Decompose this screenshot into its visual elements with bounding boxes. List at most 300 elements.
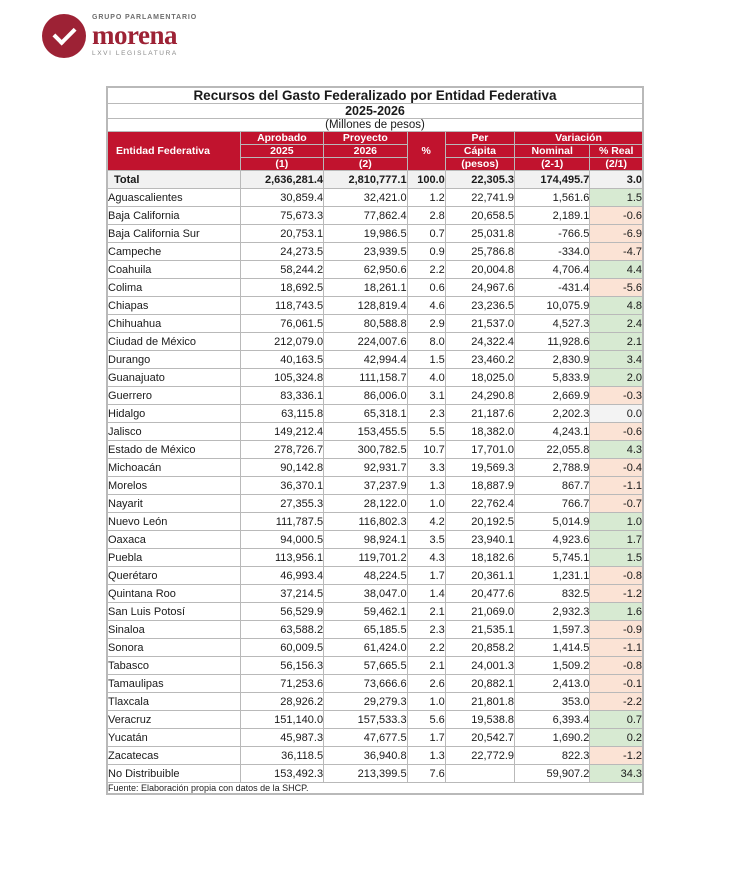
cell-entidad: Estado de México [108,441,241,459]
table-title-row [108,88,643,104]
cell-aprobado: 118,743.5 [240,297,323,315]
cell-porcentaje: 3.5 [407,531,445,549]
cell-porcentaje: 2.9 [407,315,445,333]
cell-porcentaje: 1.0 [407,495,445,513]
cell-proyecto: 47,677.5 [324,729,407,747]
cell-porcentaje: 4.2 [407,513,445,531]
cell-nominal: -334.0 [515,243,590,261]
cell-real: -2.2 [590,693,643,711]
cell-percapita: 25,031.8 [445,225,514,243]
cell-real: 0.0 [590,405,643,423]
cell-proyecto: 19,986.5 [324,225,407,243]
cell-percapita: 20,192.5 [445,513,514,531]
cell-porcentaje: 4.3 [407,549,445,567]
table-row [108,459,643,477]
table-row-total [108,171,643,189]
cell-real: -0.6 [590,207,643,225]
cell-proyecto: 111,158.7 [324,369,407,387]
cell-porcentaje: 2.8 [407,207,445,225]
cell-nominal: 1,231.1 [515,567,590,585]
cell-aprobado: 40,163.5 [240,351,323,369]
cell-percapita: 25,786.8 [445,243,514,261]
cell-aprobado: 27,355.3 [240,495,323,513]
cell-aprobado: 278,726.7 [240,441,323,459]
table-subtitle-row [108,104,643,119]
cell-entidad: Baja California [108,207,241,225]
cell-porcentaje: 2.3 [407,405,445,423]
cell-aprobado: 90,142.8 [240,459,323,477]
cell-real: 3.0 [590,171,643,189]
cell-aprobado: 75,673.3 [240,207,323,225]
cell-nominal: 1,690.2 [515,729,590,747]
table-body [108,171,643,783]
cell-aprobado: 71,253.6 [240,675,323,693]
cell-percapita: 18,382.0 [445,423,514,441]
cell-entidad: Zacatecas [108,747,241,765]
cell-percapita: 19,538.8 [445,711,514,729]
cell-aprobado: 58,244.2 [240,261,323,279]
cell-real: 1.5 [590,549,643,567]
cell-nominal: 4,243.1 [515,423,590,441]
cell-nominal: -766.5 [515,225,590,243]
cell-nominal: 59,907.2 [515,765,590,783]
cell-nominal: 2,202.3 [515,405,590,423]
cell-aprobado: 60,009.5 [240,639,323,657]
source-row [108,783,643,794]
col-header-variacion: Variación [515,132,643,145]
cell-nominal: 2,830.9 [515,351,590,369]
cell-proyecto: 128,819.4 [324,297,407,315]
cell-nominal: 5,014.9 [515,513,590,531]
cell-proyecto: 18,261.1 [324,279,407,297]
cell-real: 4.4 [590,261,643,279]
table-row [108,567,643,585]
cell-percapita: 19,569.3 [445,459,514,477]
cell-nominal: 4,706.4 [515,261,590,279]
cell-entidad: Tabasco [108,657,241,675]
cell-entidad: Sonora [108,639,241,657]
cell-percapita: 23,460.2 [445,351,514,369]
table-row [108,243,643,261]
cell-nominal: 2,669.9 [515,387,590,405]
cell-proyecto: 300,782.5 [324,441,407,459]
table-row [108,351,643,369]
cell-porcentaje: 7.6 [407,765,445,783]
cell-percapita: 23,940.1 [445,531,514,549]
col-header-percapita-unit: (pesos) [445,158,514,171]
col-header-aprobado-year: 2025 [240,145,323,158]
cell-aprobado: 212,079.0 [240,333,323,351]
cell-porcentaje: 10.7 [407,441,445,459]
cell-entidad: Aguascalientes [108,189,241,207]
table-row [108,513,643,531]
cell-entidad: Morelos [108,477,241,495]
table-row [108,675,643,693]
cell-proyecto: 32,421.0 [324,189,407,207]
cell-proyecto: 153,455.5 [324,423,407,441]
cell-proyecto: 65,318.1 [324,405,407,423]
table-row [108,585,643,603]
source-note: Fuente: Elaboración propia con datos de la SHCP. [108,783,643,794]
cell-nominal: 4,923.6 [515,531,590,549]
cell-real: 1.5 [590,189,643,207]
table-row [108,765,643,783]
cell-percapita: 18,025.0 [445,369,514,387]
col-header-aprobado: Aprobado [240,132,323,145]
cell-percapita: 22,772.9 [445,747,514,765]
cell-nominal: 2,189.1 [515,207,590,225]
cell-aprobado: 105,324.8 [240,369,323,387]
cell-real: 34.3 [590,765,643,783]
cell-real: 4.3 [590,441,643,459]
cell-entidad: Colima [108,279,241,297]
cell-aprobado: 36,118.5 [240,747,323,765]
table-units: (Millones de pesos) [108,119,643,132]
cell-nominal: 5,833.9 [515,369,590,387]
table-row [108,279,643,297]
cell-real: 0.2 [590,729,643,747]
cell-real: -0.1 [590,675,643,693]
col-header-real: % Real [590,145,643,158]
cell-aprobado: 153,492.3 [240,765,323,783]
cell-real: -0.6 [590,423,643,441]
table-row [108,207,643,225]
table-row [108,387,643,405]
cell-nominal: 822.3 [515,747,590,765]
cell-aprobado: 111,787.5 [240,513,323,531]
cell-proyecto: 98,924.1 [324,531,407,549]
cell-proyecto: 23,939.5 [324,243,407,261]
table-row [108,297,643,315]
col-header-percapita-1: Per [445,132,514,145]
cell-nominal: 1,561.6 [515,189,590,207]
cell-real: -0.8 [590,567,643,585]
table-head [108,88,643,171]
table-row [108,423,643,441]
cell-proyecto: 73,666.6 [324,675,407,693]
cell-percapita [445,765,514,783]
cell-entidad: Ciudad de México [108,333,241,351]
cell-proyecto: 224,007.6 [324,333,407,351]
cell-entidad: Querétaro [108,567,241,585]
cell-aprobado: 37,214.5 [240,585,323,603]
cell-porcentaje: 2.1 [407,657,445,675]
cell-nominal: 174,495.7 [515,171,590,189]
cell-porcentaje: 4.0 [407,369,445,387]
cell-real: -0.4 [590,459,643,477]
cell-percapita: 21,537.0 [445,315,514,333]
cell-percapita: 22,762.4 [445,495,514,513]
cell-percapita: 24,001.3 [445,657,514,675]
cell-entidad: Yucatán [108,729,241,747]
cell-aprobado: 28,926.2 [240,693,323,711]
table-row [108,639,643,657]
table-row [108,225,643,243]
cell-porcentaje: 1.3 [407,747,445,765]
table-row [108,495,643,513]
cell-percapita: 20,858.2 [445,639,514,657]
cell-entidad: Nayarit [108,495,241,513]
cell-entidad: Jalisco [108,423,241,441]
cell-aprobado: 151,140.0 [240,711,323,729]
table-row [108,711,643,729]
cell-proyecto: 213,399.5 [324,765,407,783]
cell-proyecto: 2,810,777.1 [324,171,407,189]
cell-nominal: 2,932.3 [515,603,590,621]
col-header-nominal: Nominal [515,145,590,158]
table-row [108,333,643,351]
logo-text-group [92,14,197,58]
cell-aprobado: 149,212.4 [240,423,323,441]
cell-porcentaje: 100.0 [407,171,445,189]
col-header-proyecto-note: (2) [324,158,407,171]
cell-entidad: Tamaulipas [108,675,241,693]
table-subtitle: 2025-2026 [108,104,643,119]
cell-aprobado: 94,000.5 [240,531,323,549]
cell-porcentaje: 2.3 [407,621,445,639]
cell-percapita: 20,477.6 [445,585,514,603]
cell-porcentaje: 3.1 [407,387,445,405]
col-header-nominal-note: (2-1) [515,158,590,171]
cell-aprobado: 30,859.4 [240,189,323,207]
cell-porcentaje: 4.6 [407,297,445,315]
table-row [108,477,643,495]
table-row [108,189,643,207]
cell-nominal: 1,509.2 [515,657,590,675]
cell-nominal: 2,788.9 [515,459,590,477]
table-row [108,261,643,279]
cell-nominal: 5,745.1 [515,549,590,567]
cell-percapita: 21,069.0 [445,603,514,621]
cell-entidad: Oaxaca [108,531,241,549]
cell-porcentaje: 2.2 [407,639,445,657]
table-row [108,315,643,333]
cell-percapita: 18,182.6 [445,549,514,567]
cell-porcentaje: 1.7 [407,567,445,585]
cell-entidad: Guanajuato [108,369,241,387]
cell-aprobado: 36,370.1 [240,477,323,495]
table-row [108,369,643,387]
gasto-federalizado-table [107,87,643,794]
cell-porcentaje: 1.3 [407,477,445,495]
cell-proyecto: 116,802.3 [324,513,407,531]
cell-entidad: Tlaxcala [108,693,241,711]
cell-percapita: 21,187.6 [445,405,514,423]
cell-entidad: Nuevo León [108,513,241,531]
cell-proyecto: 65,185.5 [324,621,407,639]
cell-entidad: Michoacán [108,459,241,477]
col-header-entidad: Entidad Federativa [108,132,241,171]
morena-logo [42,14,197,58]
cell-nominal: 4,527.3 [515,315,590,333]
cell-percapita: 17,701.0 [445,441,514,459]
cell-proyecto: 77,862.4 [324,207,407,225]
cell-real: -4.7 [590,243,643,261]
cell-entidad: Chihuahua [108,315,241,333]
cell-nominal: 22,055.8 [515,441,590,459]
cell-porcentaje: 2.1 [407,603,445,621]
cell-percapita: 20,361.1 [445,567,514,585]
col-header-real-note: (2/1) [590,158,643,171]
cell-aprobado: 46,993.4 [240,567,323,585]
cell-entidad: Coahuila [108,261,241,279]
cell-porcentaje: 0.9 [407,243,445,261]
cell-real: -1.2 [590,747,643,765]
cell-entidad: Campeche [108,243,241,261]
cell-real: 2.1 [590,333,643,351]
cell-porcentaje: 5.6 [407,711,445,729]
cell-proyecto: 92,931.7 [324,459,407,477]
table-title: Recursos del Gasto Federalizado por Entidad Federativa [108,88,643,104]
cell-entidad: Total [108,171,241,189]
cell-porcentaje: 2.6 [407,675,445,693]
header-row-1 [108,132,643,145]
cell-proyecto: 80,588.8 [324,315,407,333]
cell-entidad: No Distribuible [108,765,241,783]
table-row [108,693,643,711]
cell-proyecto: 36,940.8 [324,747,407,765]
cell-real: -0.9 [590,621,643,639]
cell-porcentaje: 0.6 [407,279,445,297]
cell-aprobado: 45,987.3 [240,729,323,747]
cell-percapita: 21,801.8 [445,693,514,711]
col-header-aprobado-note: (1) [240,158,323,171]
cell-real: 1.7 [590,531,643,549]
cell-percapita: 22,741.9 [445,189,514,207]
cell-real: 1.6 [590,603,643,621]
cell-proyecto: 42,994.4 [324,351,407,369]
cell-real: -1.1 [590,477,643,495]
cell-porcentaje: 1.5 [407,351,445,369]
cell-percapita: 24,322.4 [445,333,514,351]
cell-aprobado: 56,156.3 [240,657,323,675]
cell-proyecto: 119,701.2 [324,549,407,567]
col-header-percapita-2: Cápita [445,145,514,158]
cell-proyecto: 59,462.1 [324,603,407,621]
table-row [108,603,643,621]
cell-nominal: 353.0 [515,693,590,711]
table-row [108,657,643,675]
cell-percapita: 20,542.7 [445,729,514,747]
cell-entidad: San Luis Potosí [108,603,241,621]
table-row [108,729,643,747]
cell-entidad: Puebla [108,549,241,567]
cell-real: 1.0 [590,513,643,531]
cell-real: 3.4 [590,351,643,369]
cell-percapita: 24,290.8 [445,387,514,405]
cell-percapita: 20,004.8 [445,261,514,279]
cell-porcentaje: 8.0 [407,333,445,351]
cell-proyecto: 57,665.5 [324,657,407,675]
cell-aprobado: 2,636,281.4 [240,171,323,189]
gasto-federalizado-table-container [106,86,644,795]
cell-percapita: 20,658.5 [445,207,514,225]
cell-porcentaje: 2.2 [407,261,445,279]
table-units-row [108,119,643,132]
cell-proyecto: 38,047.0 [324,585,407,603]
cell-real: -1.2 [590,585,643,603]
cell-entidad: Guerrero [108,387,241,405]
cell-entidad: Sinaloa [108,621,241,639]
col-header-porcentaje: % [407,132,445,171]
cell-porcentaje: 1.4 [407,585,445,603]
cell-real: -6.9 [590,225,643,243]
cell-real: 2.0 [590,369,643,387]
cell-nominal: 766.7 [515,495,590,513]
cell-proyecto: 86,006.0 [324,387,407,405]
cell-aprobado: 63,115.8 [240,405,323,423]
cell-aprobado: 18,692.5 [240,279,323,297]
col-header-proyecto-year: 2026 [324,145,407,158]
cell-proyecto: 28,122.0 [324,495,407,513]
table-row [108,621,643,639]
cell-percapita: 21,535.1 [445,621,514,639]
table-row [108,441,643,459]
logo-top-text: GRUPO PARLAMENTARIO [92,14,198,22]
table-row [108,549,643,567]
cell-porcentaje: 1.2 [407,189,445,207]
cell-percapita: 20,882.1 [445,675,514,693]
cell-proyecto: 157,533.3 [324,711,407,729]
cell-aprobado: 113,956.1 [240,549,323,567]
cell-real: -0.3 [590,387,643,405]
col-header-proyecto: Proyecto [324,132,407,145]
cell-proyecto: 37,237.9 [324,477,407,495]
cell-entidad: Quintana Roo [108,585,241,603]
cell-real: -1.1 [590,639,643,657]
cell-entidad: Durango [108,351,241,369]
cell-entidad: Veracruz [108,711,241,729]
cell-aprobado: 83,336.1 [240,387,323,405]
cell-real: 2.4 [590,315,643,333]
table-row [108,405,643,423]
cell-entidad: Baja California Sur [108,225,241,243]
cell-proyecto: 29,279.3 [324,693,407,711]
cell-porcentaje: 3.3 [407,459,445,477]
cell-proyecto: 62,950.6 [324,261,407,279]
cell-aprobado: 24,273.5 [240,243,323,261]
cell-real: -0.8 [590,657,643,675]
cell-nominal: 11,928.6 [515,333,590,351]
table-row [108,747,643,765]
cell-aprobado: 63,588.2 [240,621,323,639]
cell-aprobado: 56,529.9 [240,603,323,621]
cell-porcentaje: 1.7 [407,729,445,747]
logo-sub-text: LXVI LEGISLATURA [92,50,178,58]
cell-proyecto: 48,224.5 [324,567,407,585]
cell-nominal: 867.7 [515,477,590,495]
cell-nominal: 1,414.5 [515,639,590,657]
cell-entidad: Hidalgo [108,405,241,423]
cell-percapita: 24,967.6 [445,279,514,297]
cell-real: -5.6 [590,279,643,297]
table-row [108,531,643,549]
cell-aprobado: 20,753.1 [240,225,323,243]
cell-porcentaje: 0.7 [407,225,445,243]
cell-proyecto: 61,424.0 [324,639,407,657]
cell-nominal: 10,075.9 [515,297,590,315]
morena-check-icon [42,14,86,58]
cell-percapita: 23,236.5 [445,297,514,315]
cell-entidad: Chiapas [108,297,241,315]
cell-nominal: 832.5 [515,585,590,603]
cell-nominal: 6,393.4 [515,711,590,729]
cell-porcentaje: 5.5 [407,423,445,441]
cell-real: 0.7 [590,711,643,729]
cell-percapita: 18,887.9 [445,477,514,495]
cell-percapita: 22,305.3 [445,171,514,189]
cell-nominal: 1,597.3 [515,621,590,639]
